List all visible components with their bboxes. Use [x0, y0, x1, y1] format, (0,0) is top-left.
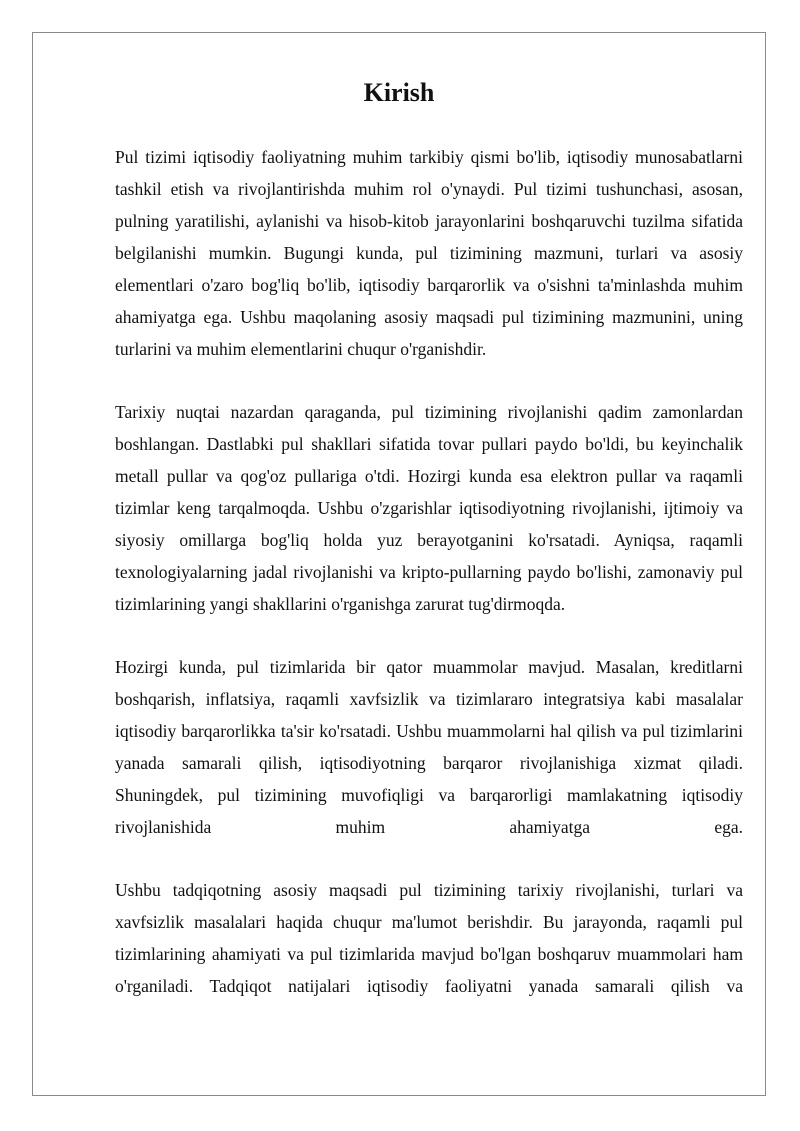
paragraph-3: Hozirgi kunda, pul tizimlarida bir qator muammolar mavjud. Masalan, kreditlarni boshqarish, inflatsiya, raqamli xavfsizlik va tizimlararo integratsiya kabi masalalar iqtisodiy barqarorlikka ta'sir ko'rsatadi. Ushbu muammolarni hal qilish va pul tizimlarini yanada samarali qilish, iqtisodiyotning barqaror rivojlanishiga xizmat qiladi. Shuningdek, pul tizimining muvofiqligi va barqarorligi mamlakatning iqtisodiy rivojlanishida muhim ahamiyatga ega.: [115, 657, 743, 837]
paragraph-4: Ushbu tadqiqotning asosiy maqsadi pul tizimining tarixiy rivojlanishi, turlari va xavfsizlik masalalari haqida chuqur ma'lumot berishdir. Bu jarayonda, raqamli pul tizimlarining ahamiyati va pul tizimlarida mavjud bo'lgan boshqaruv muammolari ham o'rganiladi. Tadqiqot natijalari iqtisodiy faoliyatni yanada samarali qilish va: [115, 880, 743, 996]
body-text: [115, 141, 743, 1033]
document-page: [32, 32, 766, 1096]
paragraph-1: Pul tizimi iqtisodiy faoliyatning muhim tarkibiy qismi bo'lib, iqtisodiy munosabatlarni tashkil etish va rivojlantirishda muhim rol o'ynaydi. Pul tizimi tushunchasi, asosan, pulning yaratilishi, aylanishi va hisob-kitob jarayonlarini boshqaruvchi tuzilma sifatida belgilanishi mumkin. Bugungi kunda, pul tizimining mazmuni, turlari va asosiy elementlari o'zaro bog'liq bo'lib, iqtisodiy barqarorlik va o'sishni ta'minlashda muhim ahamiyatga ega. Ushbu maqolaning asosiy maqsadi pul tizimining mazmunini, uning turlarini va muhim elementlarini chuqur o'rganishdir.: [115, 147, 743, 359]
page-title: Kirish: [363, 78, 435, 107]
paragraph-2: Tarixiy nuqtai nazardan qaraganda, pul tizimining rivojlanishi qadim zamonlardan boshlangan. Dastlabki pul shakllari sifatida tovar pullari paydo bo'ldi, bu keyinchalik metall pullar va qog'oz pullariga o'tdi. Hozirgi kunda esa elektron pullar va raqamli tizimlar keng tarqalmoqda. Ushbu o'zgarishlar iqtisodiyotning rivojlanishi, ijtimoiy va siyosiy omillarga bog'liq holda yuz berayotganini ko'rsatadi. Ayniqsa, raqamli texnologiyalarning jadal rivojlanishi va kripto-pullarning paydo bo'lishi, zamonaviy pul tizimlarining yangi shakllarini o'rganishga zarurat tug'dirmoqda.: [115, 402, 743, 614]
